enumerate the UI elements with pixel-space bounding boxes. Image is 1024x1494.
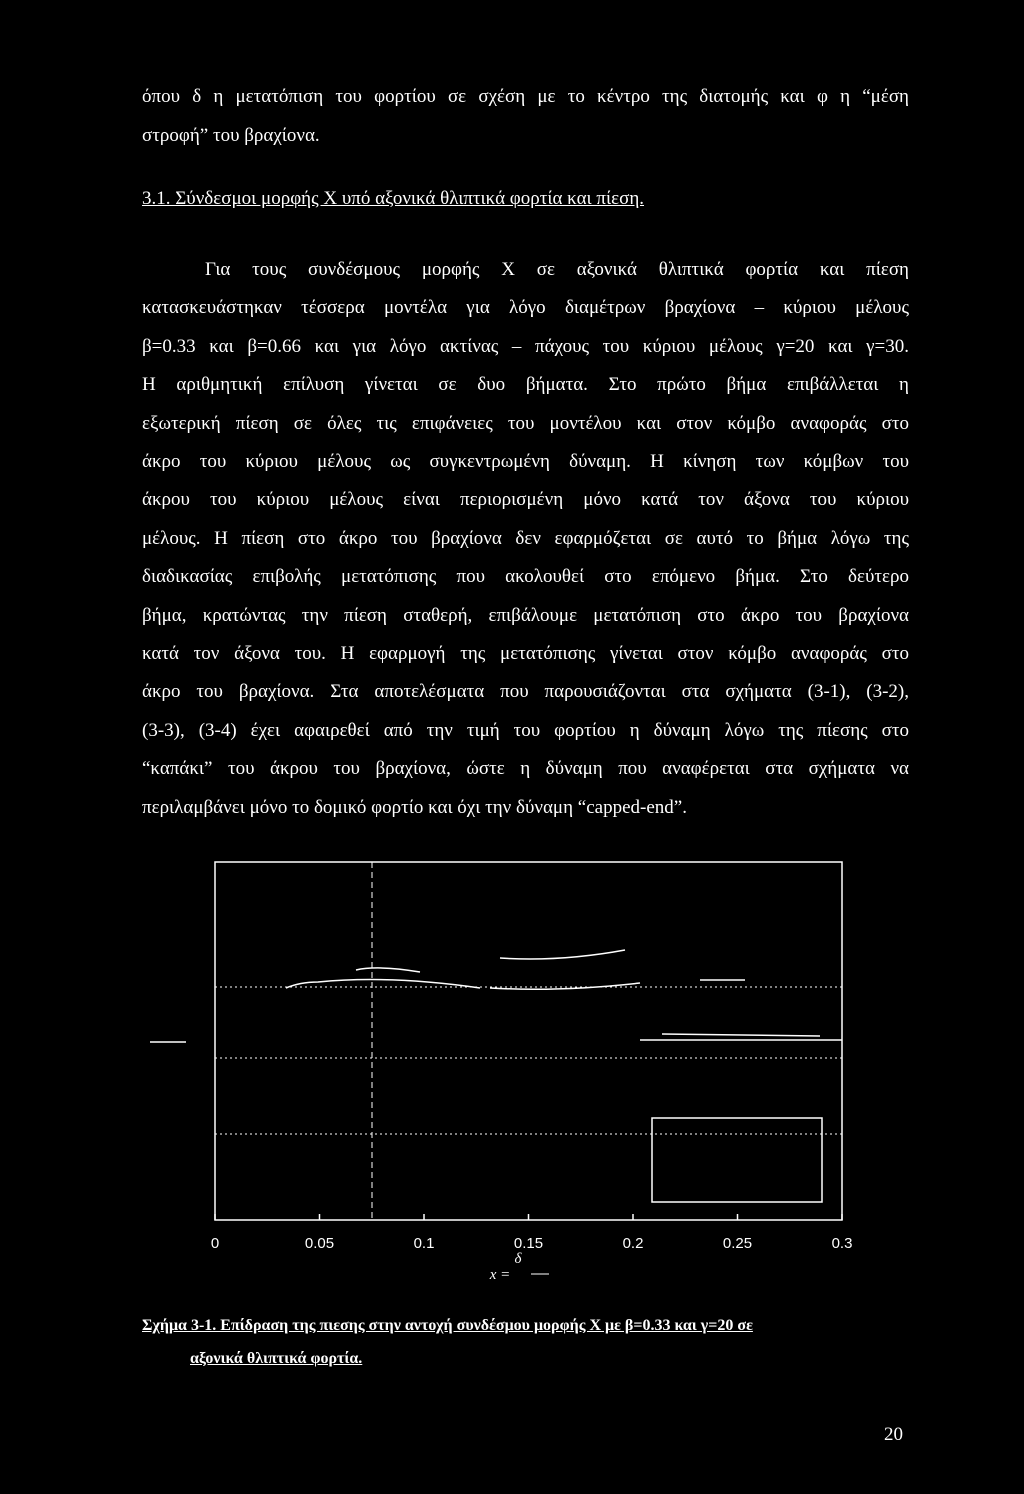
- x-tick-label: 0.1: [413, 1235, 435, 1252]
- x-tick-label: 0.3: [831, 1235, 853, 1252]
- x-axis-formula-lhs: x =: [489, 1267, 511, 1283]
- body-text-line: περιλαμβάνει μόνο το δομικό φορτίο και όχι την δύναμη “capped-end”.: [142, 797, 687, 818]
- series-line: [662, 1034, 820, 1036]
- x-tick-label: 0.2: [622, 1235, 644, 1252]
- x-axis-title: [489, 1251, 549, 1283]
- x-tick-label: 0.25: [722, 1235, 753, 1252]
- figure-caption: Σχήμα 3-1. Επίδραση της πιεσης στην αντοχή συνδέσμου μορφής Χ με β=0.33 και γ=20 σε: [142, 1317, 753, 1334]
- legend-box: [652, 1118, 822, 1202]
- body-text-line: εξωτερική πίεση σε όλες τις επιφάνειες του μοντέλου και στον κόμβο αναφοράς στο: [142, 413, 909, 434]
- x-axis-ticks: [215, 1214, 842, 1220]
- body-text-line: άκρου του κύριου μέλους είναι περιορισμένη μόνο κατά τον άξονα του κύριου: [142, 489, 909, 510]
- body-text-line: κατά τον άξονα του. Η εφαρμογή της μετατόπισης γίνεται στον κόμβο αναφοράς στο: [142, 643, 909, 664]
- page-number: 20: [884, 1424, 903, 1445]
- figure-caption: αξονικά θλιπτικά φορτία.: [190, 1350, 363, 1367]
- x-tick-label: 0: [210, 1235, 220, 1252]
- x-axis-tick-labels: [211, 1235, 853, 1252]
- x-tick-label: 0.15: [513, 1235, 544, 1252]
- body-text-line: βήμα, κρατώντας την πίεση σταθερή, επιβάλουμε μετατόπιση στο άκρο του βραχίονα: [142, 605, 909, 626]
- body-text-line: Για τους συνδέσμους μορφής Χ σε αξονικά θλιπτικά φορτία και πίεση: [205, 259, 909, 280]
- body-text-line: στροφή” του βραχίονα.: [142, 125, 320, 146]
- x-tick-label: 0.05: [304, 1235, 335, 1252]
- plot-border: [215, 862, 842, 1220]
- body-text-line: άκρο του κύριου μέλους ως συγκεντρωμένη δύναμη. Η κίνηση των κόμβων του: [142, 451, 909, 472]
- body-text-line: όπου δ η μετατόπιση του φορτίου σε σχέση με το κέντρο της διατομής και φ η “μέση: [142, 86, 909, 107]
- series-line: [490, 983, 640, 989]
- section-heading: 3.1. Σύνδεσμοι μορφής Χ υπό αξονικά θλιπτικά φορτία και πίεση.: [142, 188, 645, 209]
- body-text-line: μέλους. Η πίεση στο άκρο του βραχίονα δεν εφαρμόζεται σε αυτό το βήμα λόγω της: [142, 528, 909, 549]
- body-text-line: Η αριθμητική επίλυση γίνεται σε δυο βήματα. Στο πρώτο βήμα επιβάλλεται η: [142, 374, 909, 395]
- body-text-line: “καπάκι” του άκρου του βραχίονα, ώστε η δύναμη που αναφέρεται στα σχήματα να: [142, 758, 909, 779]
- plot-area: [215, 862, 842, 1220]
- x-axis-formula-numerator: δ: [514, 1251, 522, 1267]
- series-curves: [150, 950, 842, 1042]
- body-text-line: (3-3), (3-4) έχει αφαιρεθεί από την τιμή του φορτίου η δύναμη λόγω της πίεσης στο: [142, 720, 909, 741]
- body-text-line: κατασκευάστηκαν τέσσερα μοντέλα για λόγο διαμέτρων βραχίονα – κύριου μέλους: [142, 297, 909, 318]
- series-line: [500, 950, 625, 959]
- series-line: [356, 968, 420, 972]
- body-text-line: άκρο του βραχίονα. Στα αποτελέσματα που παρουσιάζονται στα σχήματα (3-1), (3-2),: [142, 681, 909, 702]
- body-text-line: β=0.33 και β=0.66 και για λόγο ακτίνας – πάχους του κύριου μέλους γ=20 και γ=30.: [142, 336, 909, 357]
- body-text-line: διαδικασίας επιβολής μετατόπισης που ακολουθεί στο επόμενο βήμα. Στο δεύτερο: [142, 566, 909, 587]
